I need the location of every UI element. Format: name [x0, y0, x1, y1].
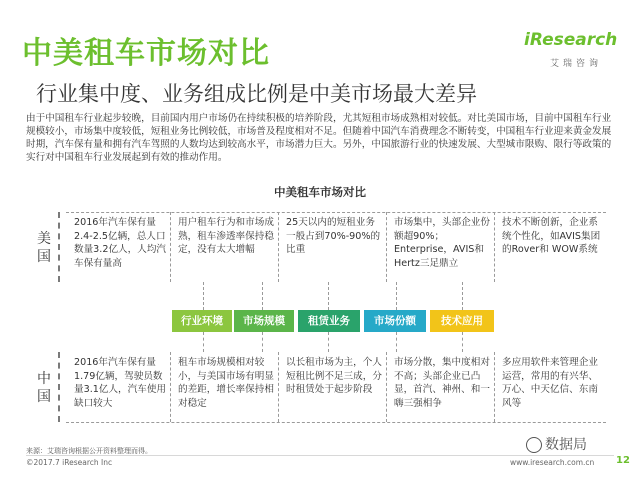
- connector-cn-5: [462, 332, 463, 352]
- cn-cell-scale: 租车市场规模相对较小，与美国市场有明显的差距，增长率保持相对稳定: [178, 357, 274, 409]
- page-subtitle: 行业集中度、业务组成比例是中美市场最大差异: [36, 82, 477, 106]
- footer-source: 来源：艾瑞咨询根据公开资料整理而得。: [26, 447, 152, 455]
- us-sep-3: [386, 212, 387, 282]
- cn-sep-4: [494, 352, 495, 422]
- cn-sep-2: [278, 352, 279, 422]
- us-top-line: [66, 212, 606, 213]
- cn-bottom-line: [66, 422, 606, 423]
- cn-cell-environment: 2016年汽车保有量1.79亿辆，驾驶员数量3.1亿人，汽车使用缺口较大: [74, 357, 167, 409]
- cn-cell-tech: 多应用软件来管理企业运营，常用的有兴华、万心、中天亿信、东南风等: [502, 357, 598, 409]
- us-sep-1: [170, 212, 171, 282]
- connector-cn-4: [396, 332, 397, 352]
- chart-title: 中美租车市场对比: [274, 185, 366, 199]
- country-label-us: [32, 230, 56, 266]
- connector-us-2: [262, 282, 263, 310]
- footer-divider: [26, 455, 614, 456]
- country-us-text: 美国: [37, 231, 51, 265]
- connector-us-3: [328, 282, 329, 310]
- cn-cell-business: 以长租市场为主，个人短租比例不足三成，分时租赁处于起步阶段: [286, 357, 382, 395]
- intro-paragraph: 由于中国租车行业起步较晚，目前国内用户市场仍在持续积极的培养阶段，尤其短租市场成熟相对较低。对比美国市场，目前中国租车行业规模较小，市场集中度较低，短租业务比例较低，市场普及程度相对不足。但随着中国汽车消费理念不断转变，中国租车行业迎来黄金发展时期，汽车保有量和拥有汽车驾照的人数均达到较高水平，市场潜力巨大。另外，中国旅游行业的快速发展、大型城市限购、限行等政策的实行对中国租车行业发展起到有效的推动作用。: [26, 113, 612, 163]
- chip-industry-environment: 行业环境: [172, 310, 232, 332]
- cn-sep-3: [386, 352, 387, 422]
- us-sep-2: [278, 212, 279, 282]
- footer-url: www.iresearch.com.cn: [510, 458, 595, 467]
- country-cn-text: 中国: [37, 371, 51, 405]
- logo-cn: 艾瑞咨询: [550, 59, 603, 69]
- us-cell-environment: 2016年汽车保有量2.4-2.5亿辆，总人口数量3.2亿人，人均汽车保有量高: [74, 217, 167, 269]
- connector-us-4: [396, 282, 397, 310]
- chip-leasing-business: 租赁业务: [298, 310, 360, 332]
- country-label-cn: [32, 370, 56, 406]
- watermark-icon: [526, 437, 542, 453]
- connector-us-1: [203, 282, 204, 310]
- cn-cell-share: 市场分散，集中度相对不高；头部企业已凸显，首汽、神州、和一嗨三强相争: [394, 357, 490, 409]
- footer-copyright: ©2017.7 iResearch Inc: [26, 458, 113, 467]
- chip-tech-application: 技术应用: [430, 310, 494, 332]
- chip-market-scale: 市场规模: [234, 310, 294, 332]
- iresearch-logo: [524, 30, 624, 70]
- connector-cn-2: [262, 332, 263, 352]
- watermark: [526, 434, 587, 454]
- logo-brand: iResearch: [524, 30, 618, 50]
- connector-cn-1: [203, 332, 204, 352]
- us-cell-business: 25天以内的短租业务一般占到70%-90%的比重: [286, 217, 381, 255]
- watermark-text: 数据局: [545, 437, 587, 453]
- cn-sep-1: [170, 352, 171, 422]
- chip-market-share: 市场份额: [364, 310, 426, 332]
- us-cell-tech: 技术不断创新，企业系统个性化，如AVIS集团的Rover和 WOW系统: [502, 217, 601, 255]
- connector-us-5: [462, 282, 463, 310]
- page-number: 12: [616, 455, 630, 466]
- us-cell-scale: 用户租车行为和市场成熟，租车渗透率保持稳定，没有太大增幅: [178, 217, 274, 255]
- cn-bracket: [58, 352, 68, 422]
- us-cell-share: 市场集中，头部企业份额超90%；Enterprise，AVIS和Hertz三足鼎立: [394, 217, 490, 269]
- connector-cn-3: [328, 332, 329, 352]
- page-title: 中美租车市场对比: [22, 36, 270, 71]
- us-bracket: [58, 212, 68, 282]
- us-sep-4: [494, 212, 495, 282]
